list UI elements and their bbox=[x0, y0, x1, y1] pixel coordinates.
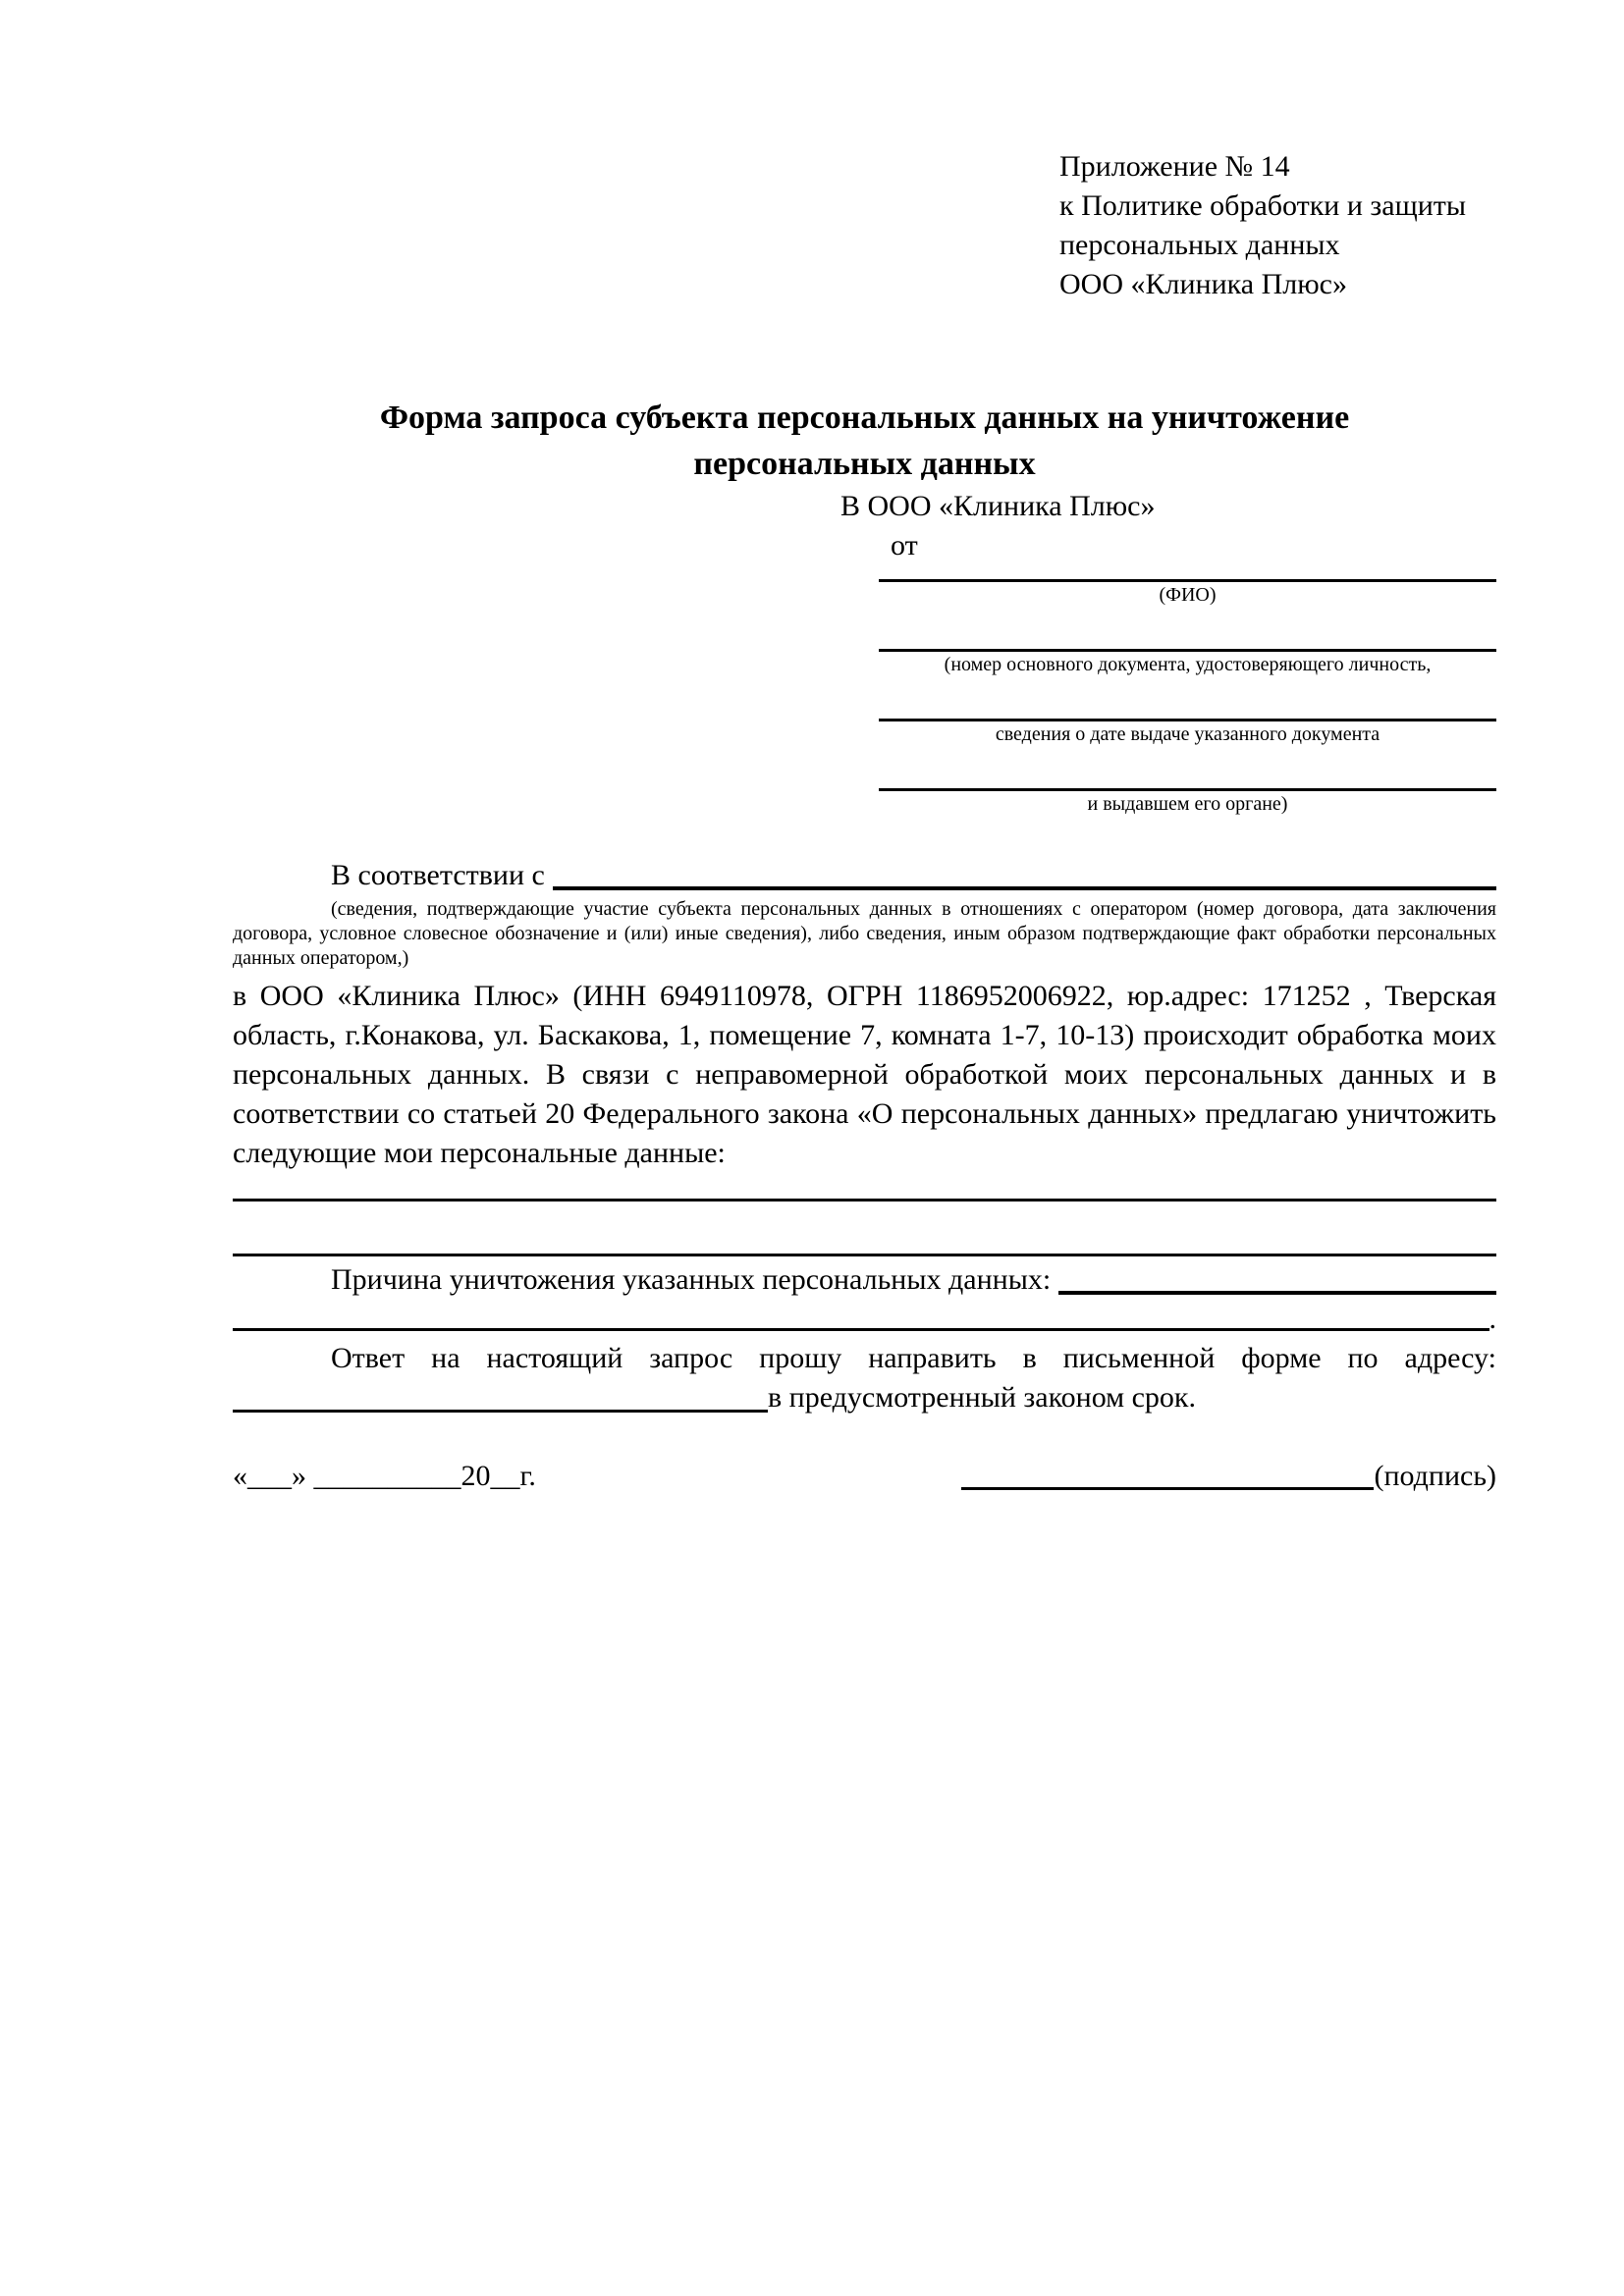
accordance-blank-line bbox=[553, 886, 1496, 890]
issue-date-field bbox=[879, 705, 1496, 747]
reason-row bbox=[233, 1260, 1496, 1300]
appendix-line-3: персональных данных bbox=[1059, 229, 1340, 261]
issue-date-caption: сведения о дате выдаче указанного документа bbox=[995, 723, 1380, 745]
document-title-line-1: Форма запроса субъекта персональных данных на уничтожение bbox=[379, 400, 1350, 436]
data-blank-line-1 bbox=[233, 1173, 1496, 1201]
accordance-lead: В соответствии с bbox=[331, 859, 545, 891]
reason-label: Причина уничтожения указанных персональных данных: bbox=[331, 1263, 1052, 1296]
issuing-authority-blank-line bbox=[879, 774, 1496, 791]
signature-row bbox=[233, 1457, 1496, 1496]
appendix-line-4: ООО «Клиника Плюс» bbox=[1059, 268, 1347, 300]
signature-caption: (подпись) bbox=[1374, 1460, 1496, 1492]
appendix-line-1: Приложение № 14 bbox=[1059, 150, 1290, 183]
data-blank-line-2 bbox=[233, 1201, 1496, 1256]
fio-blank-line bbox=[879, 565, 1496, 582]
body-paragraph: в ООО «Клиника Плюс» (ИНН 6949110978, ОГРН 1186952006922, юр.адрес: 171252 , Тверская область, г.Конакова, ул. Баскакова, 1, помещение 7, комната 1-7, 10-13) происходит обработка моих персональных данных. В связи с неправомерной обработкой моих персональных данных и в соответствии со статьей 20 Федерального закона «О персональных данных» предлагаю уничтожить следующие мои персональные данные: bbox=[233, 980, 1496, 1169]
document-number-caption: (номер основного документа, удостоверяющего личность, bbox=[944, 654, 1432, 675]
reply-suffix: в предусмотренный законом срок. bbox=[768, 1381, 1196, 1414]
appendix-line-2: к Политике обработки и защиты bbox=[1059, 189, 1467, 222]
legal-note: (сведения, подтверждающие участие субъекта персональных данных в отношениях с оператором (номер договора, дата заключения договора, условное словесное обозначение и (или) иные сведения), либо сведения, иным образом подтверждающие факт обработки персональных данных оператором,) bbox=[233, 898, 1496, 969]
reason-blank-line-2 bbox=[233, 1328, 1489, 1331]
accordance-row bbox=[233, 856, 1496, 895]
document-title bbox=[233, 395, 1496, 487]
document-number-field bbox=[879, 635, 1496, 677]
recipient-org: В ООО «Клиника Плюс» bbox=[840, 490, 1156, 522]
reason-end-period: . bbox=[1489, 1303, 1496, 1335]
issue-date-blank-line bbox=[879, 705, 1496, 721]
appendix-block bbox=[1059, 147, 1496, 304]
fio-caption: (ФИО) bbox=[1159, 584, 1217, 606]
reply-sentence: Ответ на настоящий запрос прошу направить в письменной форме по адресу: bbox=[331, 1342, 1496, 1374]
address-blank-line bbox=[233, 1410, 768, 1413]
issuing-authority-caption: и выдавшем его органе) bbox=[1087, 793, 1288, 815]
reason-blank-line bbox=[1058, 1291, 1496, 1295]
signature-block bbox=[961, 1457, 1496, 1496]
reason-continuation-row bbox=[233, 1300, 1496, 1339]
document-title-line-2: персональных данных bbox=[693, 446, 1036, 482]
fio-field bbox=[879, 565, 1496, 608]
signature-blank-line bbox=[961, 1487, 1374, 1490]
document-number-blank-line bbox=[879, 635, 1496, 652]
reply-address-row bbox=[233, 1378, 1496, 1417]
date-line: «___» __________20__г. bbox=[233, 1460, 536, 1492]
issuing-authority-field bbox=[879, 774, 1496, 817]
from-label: от bbox=[891, 529, 918, 561]
